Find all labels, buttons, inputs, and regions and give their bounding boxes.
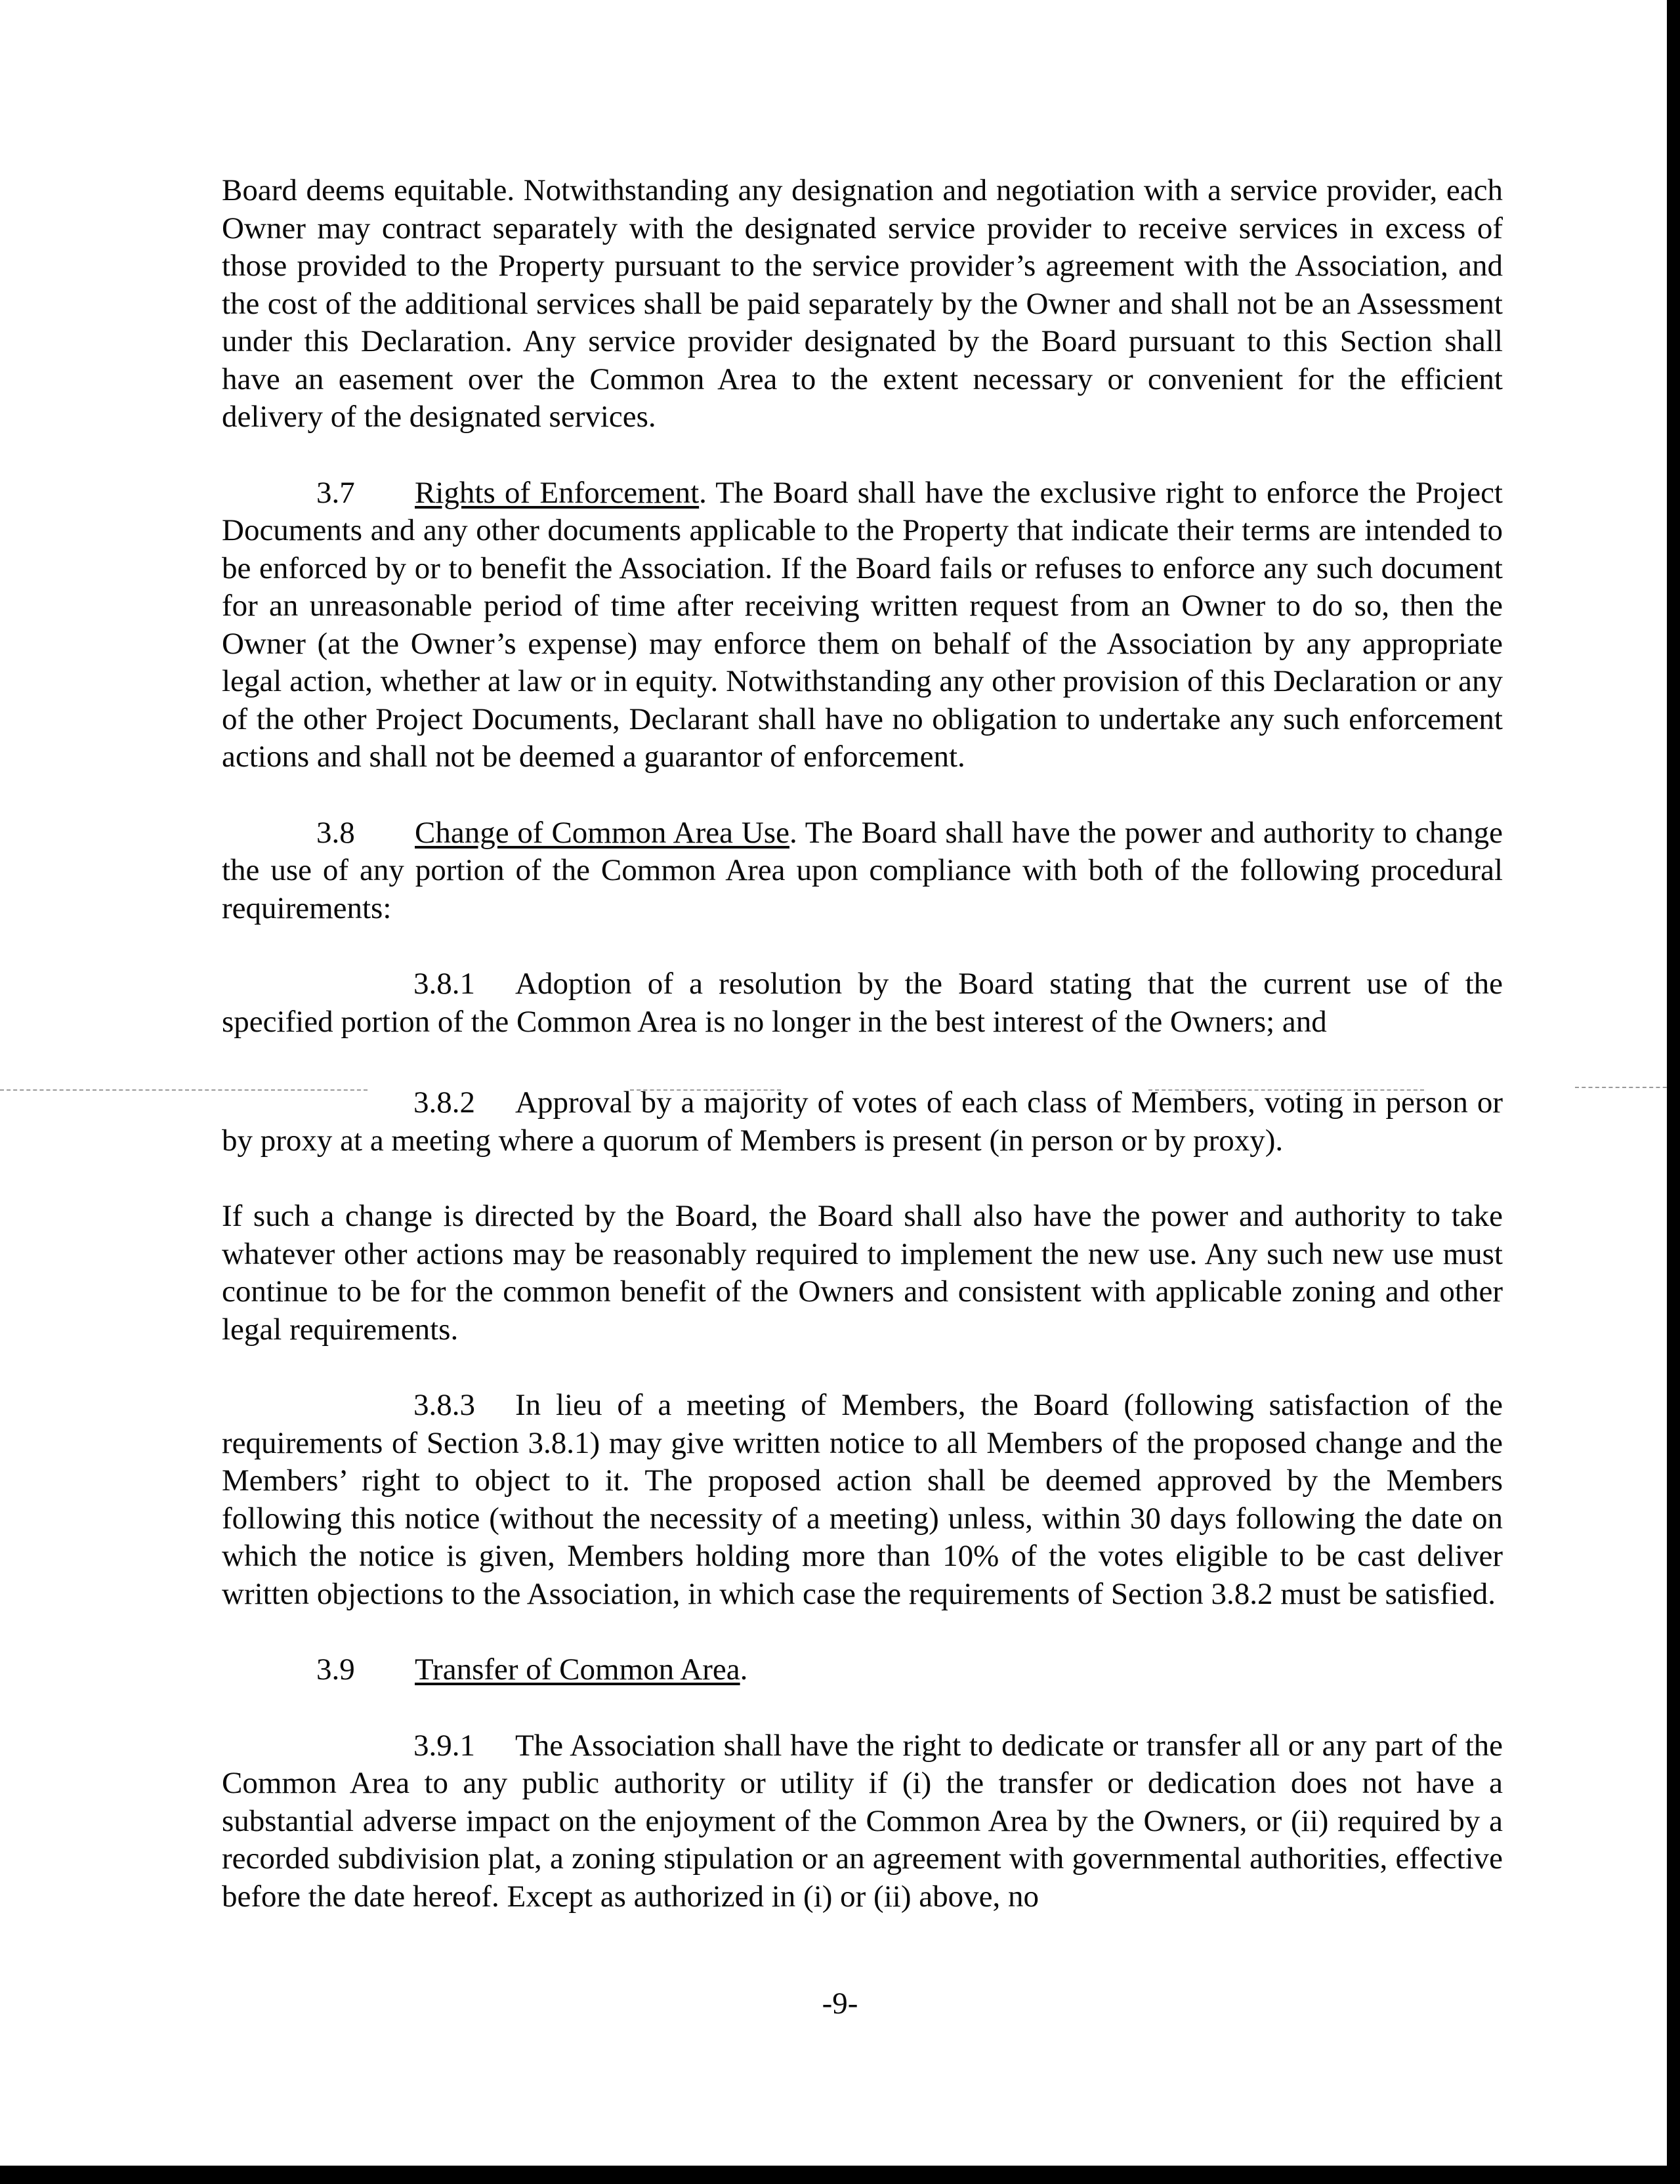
section-number: 3.7 bbox=[316, 475, 355, 510]
section-3-8-3 bbox=[222, 1387, 1503, 1613]
section-text: Approval by a majority of votes of each class of Members, voting in person or by proxy at a meeting where a quorum of Members is present (in person or by proxy). bbox=[222, 1085, 1503, 1158]
section-3-8-2 bbox=[222, 1084, 1503, 1160]
section-number: 3.8.1 bbox=[413, 967, 475, 1001]
scan-artifact-line bbox=[1148, 1089, 1424, 1092]
page-number: -9- bbox=[822, 1986, 858, 2021]
section-text: . The Board shall have the power and authority to change the use of any portion of the Common Area upon compliance with both of the following procedural requirements: bbox=[222, 815, 1503, 925]
section-heading-change-of-common-area-use: Change of Common Area Use bbox=[415, 815, 789, 850]
scan-border-bottom bbox=[0, 2166, 1680, 2184]
scan-artifact-line bbox=[630, 1089, 781, 1092]
section-text: The Association shall have the right to dedicate or transfer all or any part of the Common Area to any public authority or utility if (i) the transfer or dedication does not have a substantial adverse impact on the enjoyment of the Common Area by the Owners, or (ii) required by a recorded subdivision plat, a zoning stipulation or an agreement with governmental authorities, effective before the date hereof. Except as authorized in (i) or (ii) above, no bbox=[222, 1728, 1503, 1914]
paragraph-change-directed: If such a change is directed by the Board, the Board shall also have the power and authority to take whatever other actions may be reasonably required to implement the new use. Any such new use must continue to be for the common benefit of the Owners and consistent with applicable zoning and other legal requirements. bbox=[222, 1199, 1503, 1347]
section-3-8 bbox=[222, 814, 1503, 928]
section-text: Adoption of a resolution by the Board stating that the current use of the specified portion of the Common Area is no longer in the best interest of the Owners; and bbox=[222, 967, 1503, 1039]
section-heading-rights-of-enforcement: Rights of Enforcement bbox=[415, 475, 700, 510]
scan-artifact-line bbox=[0, 1089, 368, 1092]
section-number: 3.8.3 bbox=[413, 1388, 475, 1422]
section-3-9 bbox=[222, 1651, 1503, 1689]
scan-border-right bbox=[1667, 0, 1680, 2184]
section-number: 3.8.2 bbox=[413, 1085, 475, 1120]
section-text: In lieu of a meeting of Members, the Board (following satisfaction of the requirements of Section 3.8.1) may give written notice to all Members of the proposed change and the Members’ right to object to it. The proposed action shall be deemed approved by the Members following this notice (without the necessity of a meeting) unless, within 30 days following the date on which the notice is given, Members holding more than 10% of the votes eligible to be cast deliver written objections to the Association, in which case the requirements of Section 3.8.2 must be satisfied. bbox=[222, 1388, 1503, 1611]
section-number: 3.8 bbox=[316, 815, 355, 850]
section-3-7 bbox=[222, 474, 1503, 776]
section-heading-transfer-of-common-area: Transfer of Common Area bbox=[415, 1652, 740, 1687]
section-text: . The Board shall have the exclusive right to enforce the Project Documents and any other documents applicable to the Property that indicate their terms are intended to be enforced by or to benefit the Association. If the Board fails or refuses to enforce any such document for an unreasonable period of time after receiving written request from an Owner to do so, then the Owner (at the Owner’s expense) may enforce them on behalf of the Association by any appropriate legal action, whether at law or in equity. Notwithstanding any other provision of this Declaration or any of the other Project Documents, Declarant shall have no obligation to undertake any such enforcement actions and shall not be deemed a guarantor of enforcement. bbox=[222, 475, 1503, 774]
section-3-9-1 bbox=[222, 1727, 1503, 1916]
section-number: 3.9 bbox=[316, 1652, 355, 1687]
document-body bbox=[222, 172, 1503, 1916]
section-text: . bbox=[740, 1652, 748, 1687]
scan-artifact-line bbox=[1575, 1087, 1673, 1089]
section-3-8-1 bbox=[222, 965, 1503, 1041]
paragraph-continuation: Board deems equitable. Notwithstanding any designation and negotiation with a service provider, each Owner may contract separately with the designated service provider to receive services in excess of those provided to the Property pursuant to the service provider’s agreement with the Association, and the cost of the additional services shall be paid separately by the Owner and shall not be an Assessment under this Declaration. Any service provider designated by the Board pursuant to this Section shall have an easement over the Common Area to the extent necessary or convenient for the efficient delivery of the designated services. bbox=[222, 173, 1503, 434]
section-number: 3.9.1 bbox=[413, 1728, 475, 1763]
